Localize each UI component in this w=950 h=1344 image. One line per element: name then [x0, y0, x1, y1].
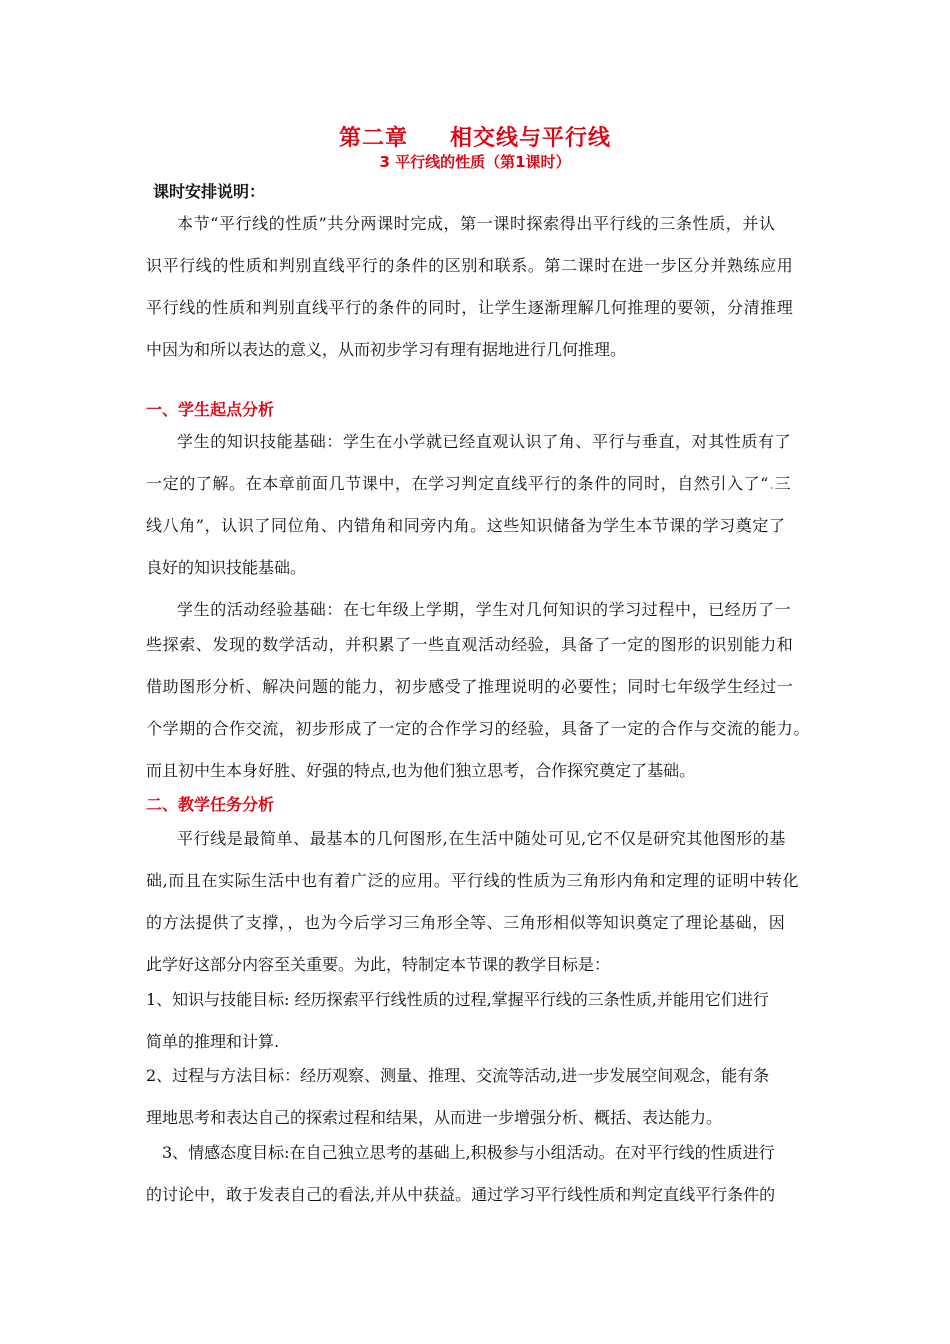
paragraph-line: 平行线的性质和判别直线平行的条件的同时，让学生逐渐理解几何推理的要领，分清推理	[146, 298, 794, 317]
paragraph-line: 一定的了解。在本章前面几节课中，在学习判定直线平行的条件的同时，自然引入了“.三	[146, 474, 792, 493]
paragraph-line: 平行线是最简单、最基本的几何图形,在生活中随处可见,它不仅是研究其他图形的基	[177, 829, 786, 848]
goal-line: 的讨论中，敢于发表自己的看法,并从中获益。通过学习平行线性质和判定直线平行条件的	[146, 1185, 776, 1204]
paragraph-line: 些探索、发现的数学活动，并积累了一些直观活动经验，具备了一定的图形的识别能力和	[146, 635, 794, 654]
section-heading: 一、学生起点分析	[146, 400, 275, 419]
chapter-title	[0, 121, 950, 152]
stray-mark: .	[768, 474, 775, 493]
paragraph-line: 良好的知识技能基础。	[146, 558, 307, 577]
goal-line: 2、过程与方法目标：经历观察、测量、推理、交流等活动,进一步发展空间观念，能有条	[146, 1066, 770, 1085]
paragraph-line: 本节“平行线的性质”共分两课时完成，第一课时探索得出平行线的三条性质，并认	[177, 214, 776, 233]
paragraph-line: 个学期的合作交流，初步形成了一定的合作学习的经验，具备了一定的合作与交流的能力。	[146, 719, 811, 738]
lesson-subtitle: 3 平行线的性质（第1课时）	[379, 153, 571, 171]
section-heading: 二、教学任务分析	[146, 795, 275, 814]
paragraph-line: 此学好这部分内容至关重要。为此，特制定本节课的教学目标是：	[146, 955, 611, 974]
paragraph-line: 而且初中生本身好胜、好强的特点,也为他们独立思考，合作探究奠定了基础。	[146, 761, 696, 780]
paragraph-line: 的方法提供了支撑，，也为今后学习三角形全等、三角形相似等知识奠定了理论基础，因	[146, 913, 786, 932]
paragraph-line: 学生的活动经验基础：在七年级上学期，学生对几何知识的学习过程中，已经历了一	[177, 600, 792, 619]
goal-line: 简单的推理和计算.	[146, 1032, 280, 1051]
arrangement-heading: 课时安排说明：	[153, 182, 266, 201]
goal-line: 理地思考和表达自己的探索过程和结果，从而进一步增强分析、概括、表达能力。	[146, 1108, 723, 1127]
paragraph-line: 础,而且在实际生活中也有着广泛的应用。平行线的性质为三角形内角和定理的证明中转化	[146, 871, 800, 890]
paragraph-line: 中因为和所以表达的意义，从而初步学习有理有据地进行几何推理。	[146, 340, 627, 359]
goal-line: 3、情感态度目标:在自己独立思考的基础上,积极参与小组活动。在对平行线的性质进行	[162, 1143, 775, 1162]
chapter-number: 第二章	[338, 126, 408, 151]
chapter-name: 相交线与平行线	[450, 126, 612, 151]
paragraph-line: 借助图形分析、解决问题的能力，初步感受了推理说明的必要性；同时七年级学生经过一	[146, 677, 794, 696]
paragraph-line: 学生的知识技能基础：学生在小学就已经直观认识了角、平行与垂直，对其性质有了	[177, 432, 792, 451]
paragraph-line: 识平行线的性质和判别直线平行的条件的区别和联系。第二课时在进一步区分并熟练应用	[146, 256, 794, 275]
paragraph-line: 线八角”，认识了同位角、内错角和同旁内角。这些知识储备为学生本节课的学习奠定了	[146, 516, 786, 535]
goal-line: 1、知识与技能目标: 经历探索平行线性质的过程,掌握平行线的三条性质,并能用它们进行	[146, 990, 769, 1009]
